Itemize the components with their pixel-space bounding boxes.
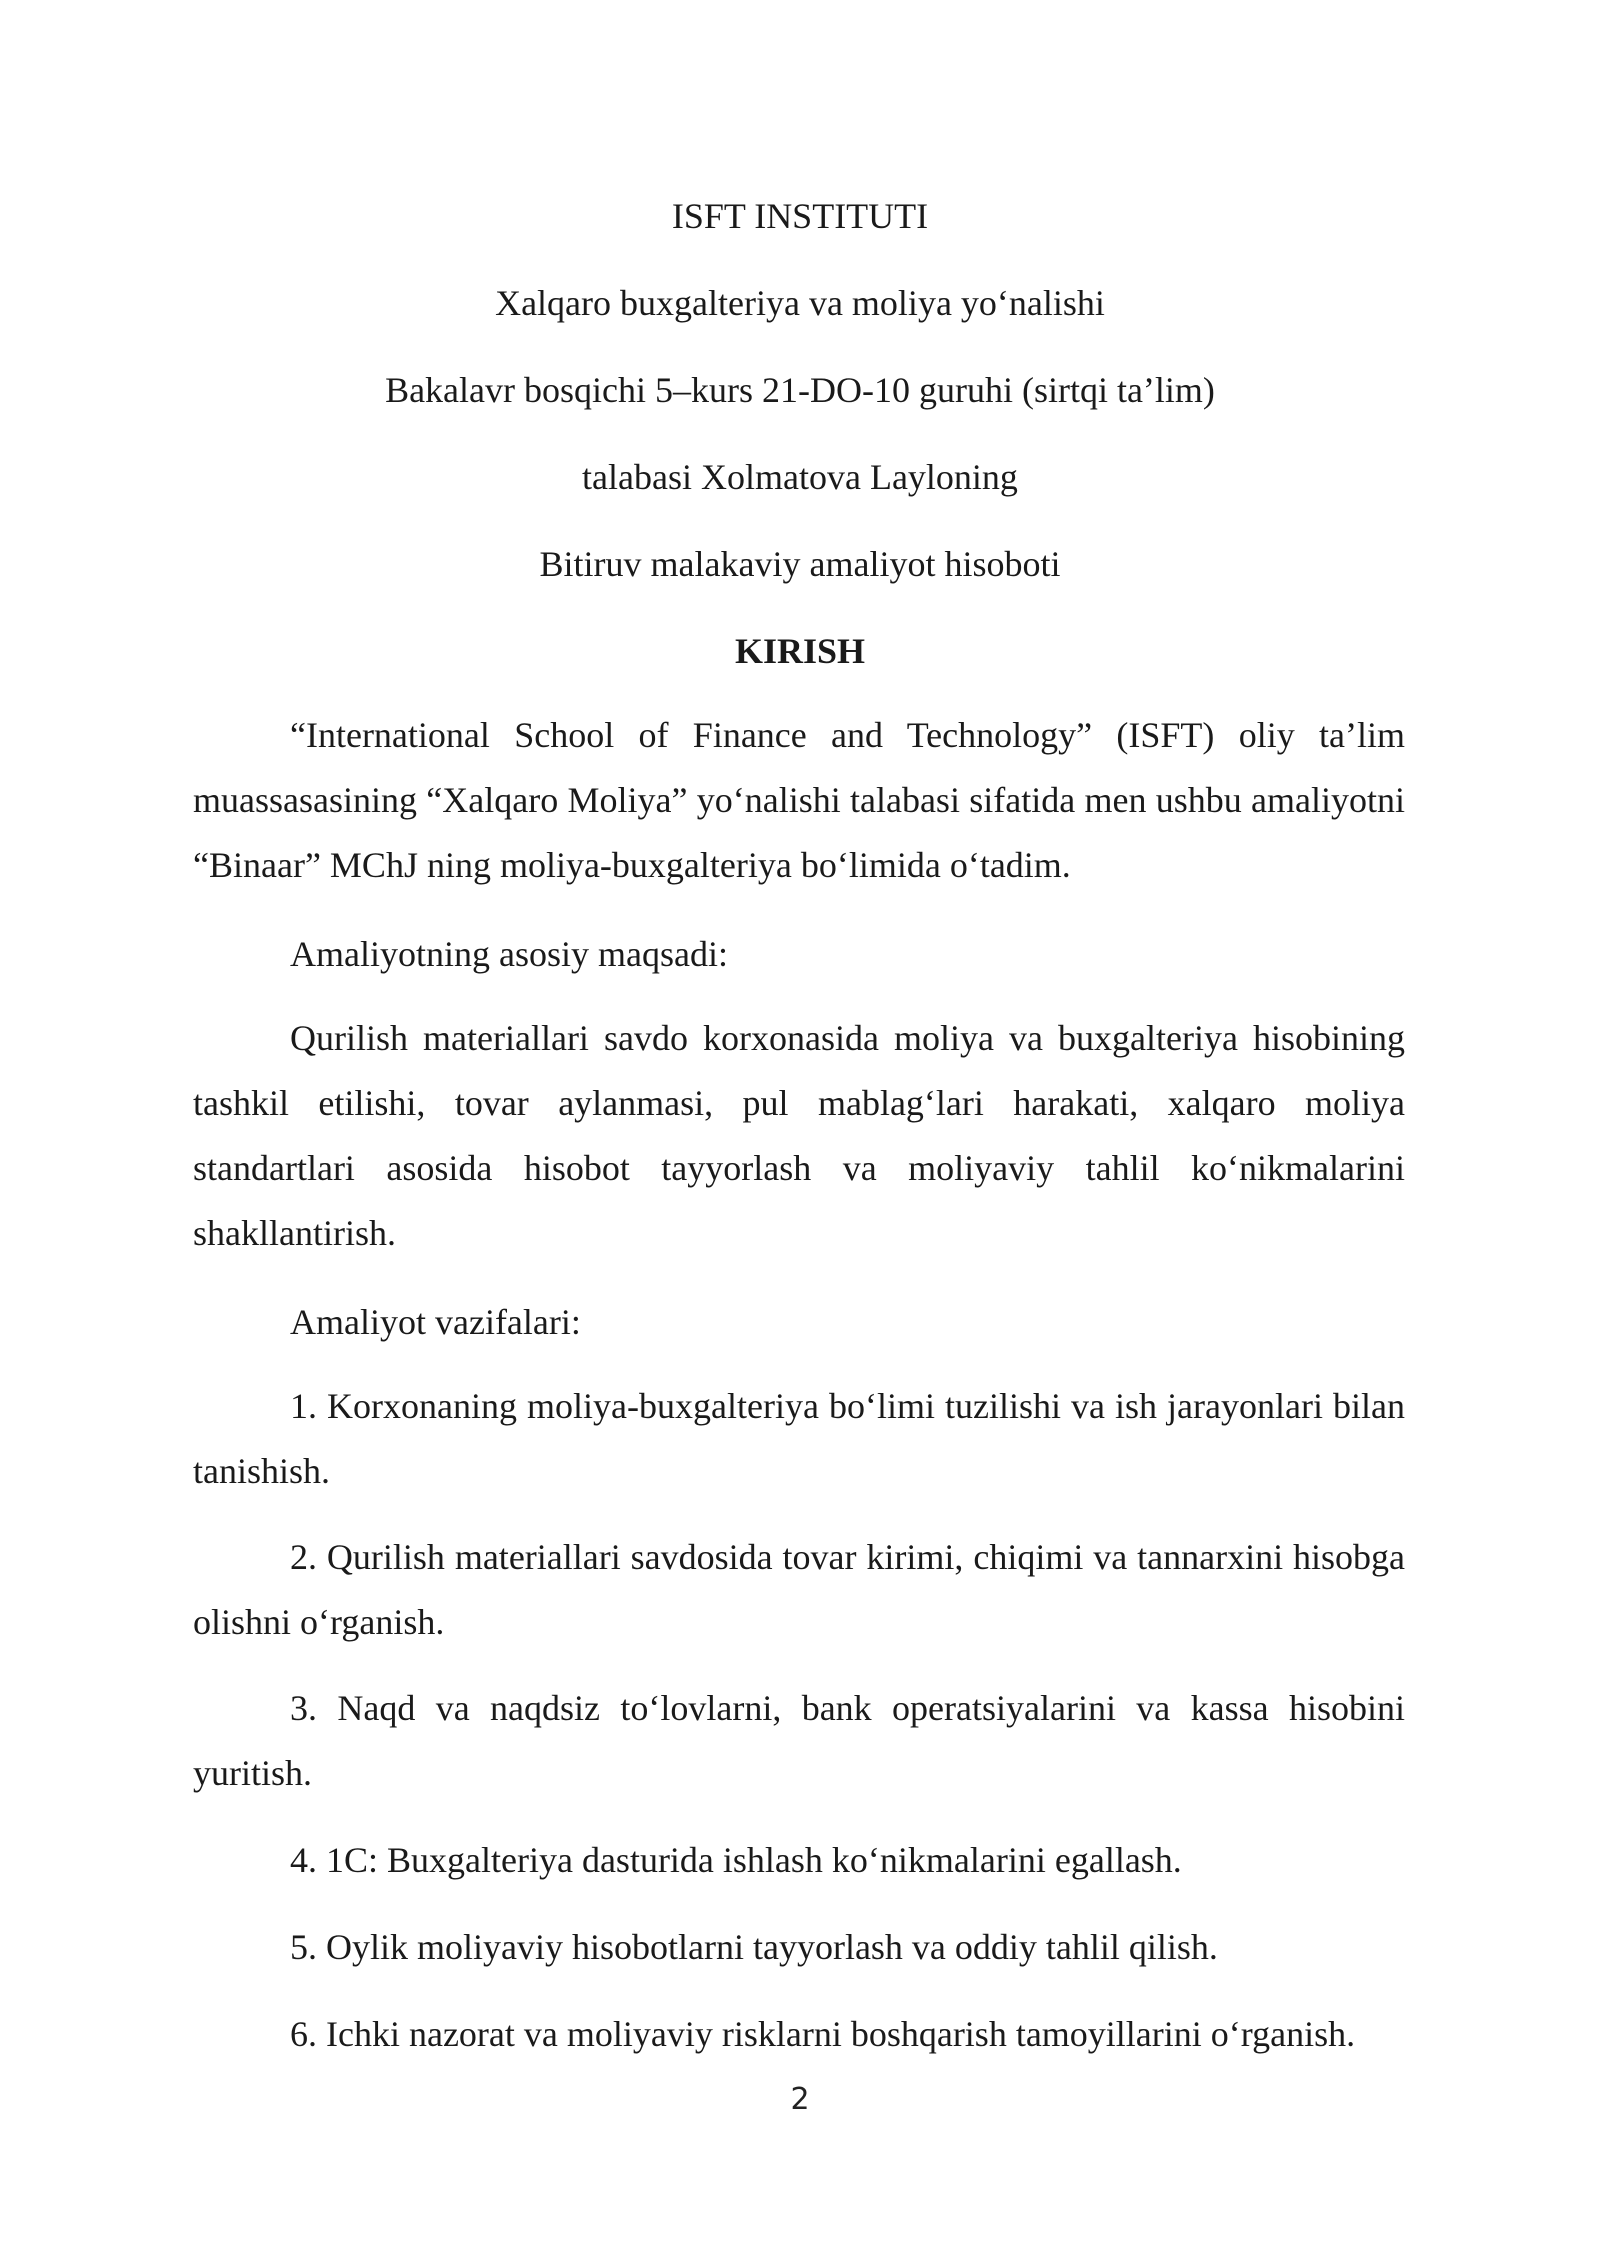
task-item-4: 4. 1C: Buxgalteriya dasturida ishlash ko‘nikmalarini egallash.: [290, 1840, 1182, 1880]
student-line: talabasi Xolmatova Layloning: [582, 457, 1018, 497]
section-heading: KIRISH: [734, 631, 866, 671]
task-item-5: 5. Oylik moliyaviy hisobotlarni tayyorlash va oddiy tahlil qilish.: [290, 1927, 1218, 1967]
goal-label: Amaliyotning asosiy maqsadi:: [290, 934, 728, 974]
goal-paragraph: Qurilish materiallari savdo korxonasida moliya va buxgalteriya hisobining tashkil etilishi, tovar aylanmasi, pul mablag‘lari harakati, xalqaro moliya standartlari asosida hisobot tayyorlash va moliyaviy tahlil ko‘nikmalarini shakllantirish.: [193, 1018, 1405, 1253]
direction-line: Xalqaro buxgalteriya va moliya yo‘nalishi: [495, 283, 1105, 323]
task-item-2: 2. Qurilish materiallari savdosida tovar kirimi, chiqimi va tannarxini hisobga olishni o‘rganish.: [193, 1537, 1405, 1642]
institute-name: ISFT INSTITUTI: [671, 196, 929, 236]
tasks-label: Amaliyot vazifalari:: [290, 1302, 581, 1342]
task-item-3: 3. Naqd va naqdsiz to‘lovlarni, bank operatsiyalarini va kassa hisobini yuritish.: [193, 1688, 1405, 1793]
group-line: Bakalavr bosqichi 5–kurs 21-DO-10 guruhi (sirtqi ta’lim): [385, 370, 1215, 410]
task-item-1: 1. Korxonaning moliya-buxgalteriya bo‘limi tuzilishi va ish jarayonlari bilan tanishish.: [193, 1386, 1405, 1491]
report-title: Bitiruv malakaviy amaliyot hisoboti: [539, 544, 1061, 584]
page-number: 2: [790, 2082, 810, 2117]
intro-paragraph: “International School of Finance and Technology” (ISFT) oliy ta’lim muassasasining “Xalqaro Moliya” yo‘nalishi talabasi sifatida men ushbu amaliyotni “Binaar” MChJ ning moliya-buxgalteriya bo‘limida o‘tadim.: [193, 715, 1405, 885]
task-item-6: 6. Ichki nazorat va moliyaviy risklarni boshqarish tamoyillarini o‘rganish.: [290, 2014, 1356, 2054]
